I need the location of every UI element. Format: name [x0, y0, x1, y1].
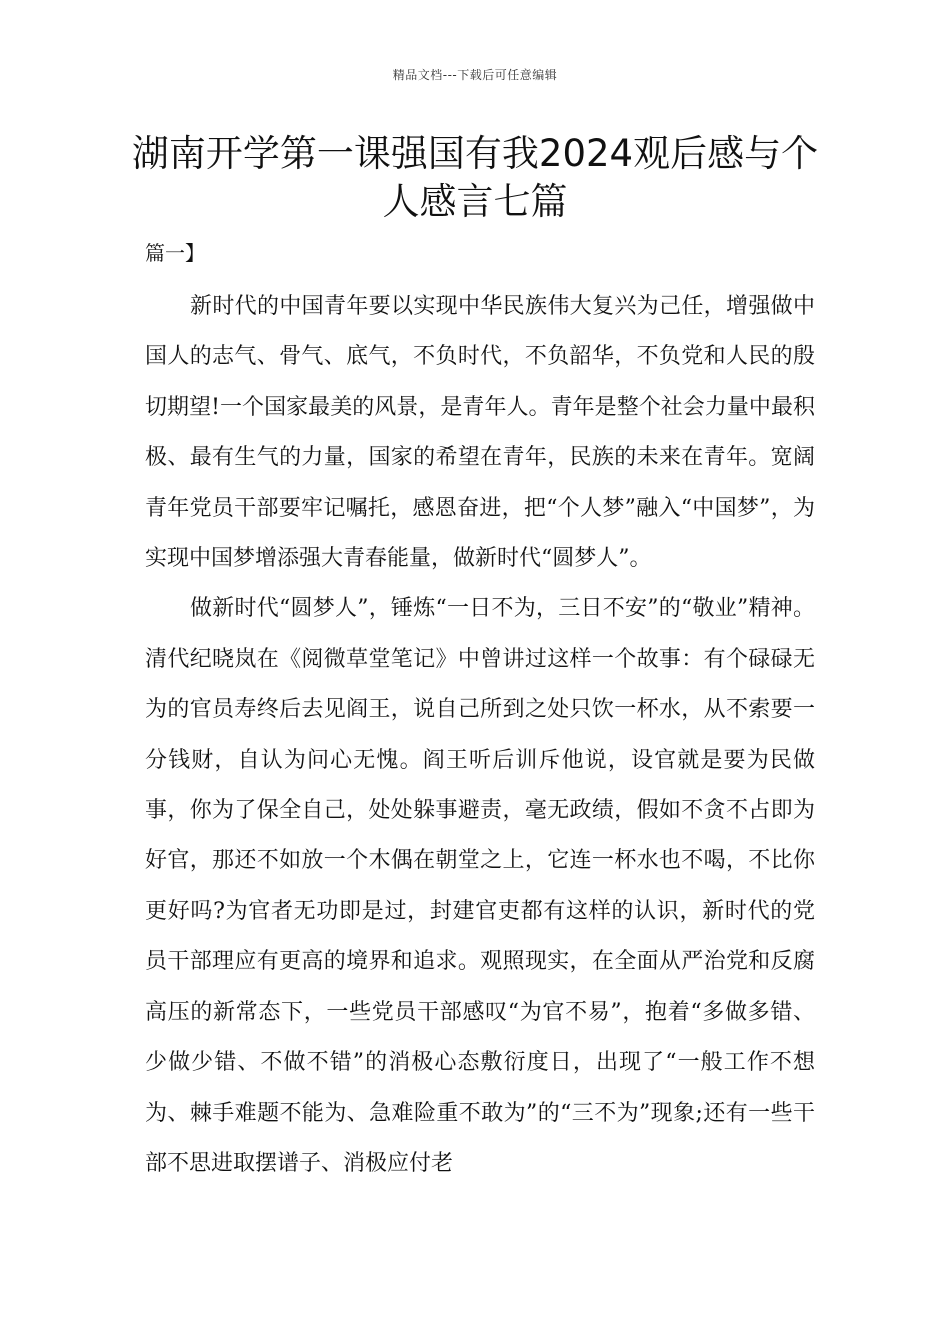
header-note: 精品文档---下载后可任意编辑 — [392, 68, 558, 82]
paragraph: 做新时代“圆梦人”，锤炼“一日不为，三日不安”的“敬业”精神。清代纪晓岚在《阅微草堂笔记》中曾讲过这样一个故事：有个碌碌无为的官员寿终后去见阎王，说自己所到之处只饮一杯水，从不索要一分钱财，自认为问心无愧。阎王听后训斥他说，设官就是要为民做事，你为了保全自己，处处躲事避责，毫无政绩，假如不贪不占即为好官，那还不如放一个木偶在朝堂之上，它连一杯水也不喝，不比你更好吗?为官者无功即是过，封建官吏都有这样的认识，新时代的党员干部理应有更高的境界和追求。观照现实，在全面从严治党和反腐高压的新常态下，一些党员干部感叹“为官不易”，抱着“多做多错、少做少错、不做不错”的消极心态敷衍度日，出现了“一般工作不想为、棘手难题不能为、急难险重不敢为”的“三不为”现象;还有一些干部不思进取摆谱子、消极应付老 — [145, 596, 815, 1176]
document-title: 湖南开学第一课强国有我2024观后感与个人感言七篇 — [131, 132, 819, 223]
section-label: 篇一】 — [145, 241, 205, 265]
body-text — [145, 282, 815, 1189]
paragraph: 新时代的中国青年要以实现中华民族伟大复兴为己任，增强做中国人的志气、骨气、底气，不负时代，不负韶华，不负党和人民的殷切期望!一个国家最美的风景，是青年人。青年是整个社会力量中最积极、最有生气的力量，国家的希望在青年，民族的未来在青年。宽阔青年党员干部要牢记嘱托，感恩奋进，把“个人梦”融入“中国梦”，为实现中国梦增添强大青春能量，做新时代“圆梦人”。 — [145, 294, 815, 572]
